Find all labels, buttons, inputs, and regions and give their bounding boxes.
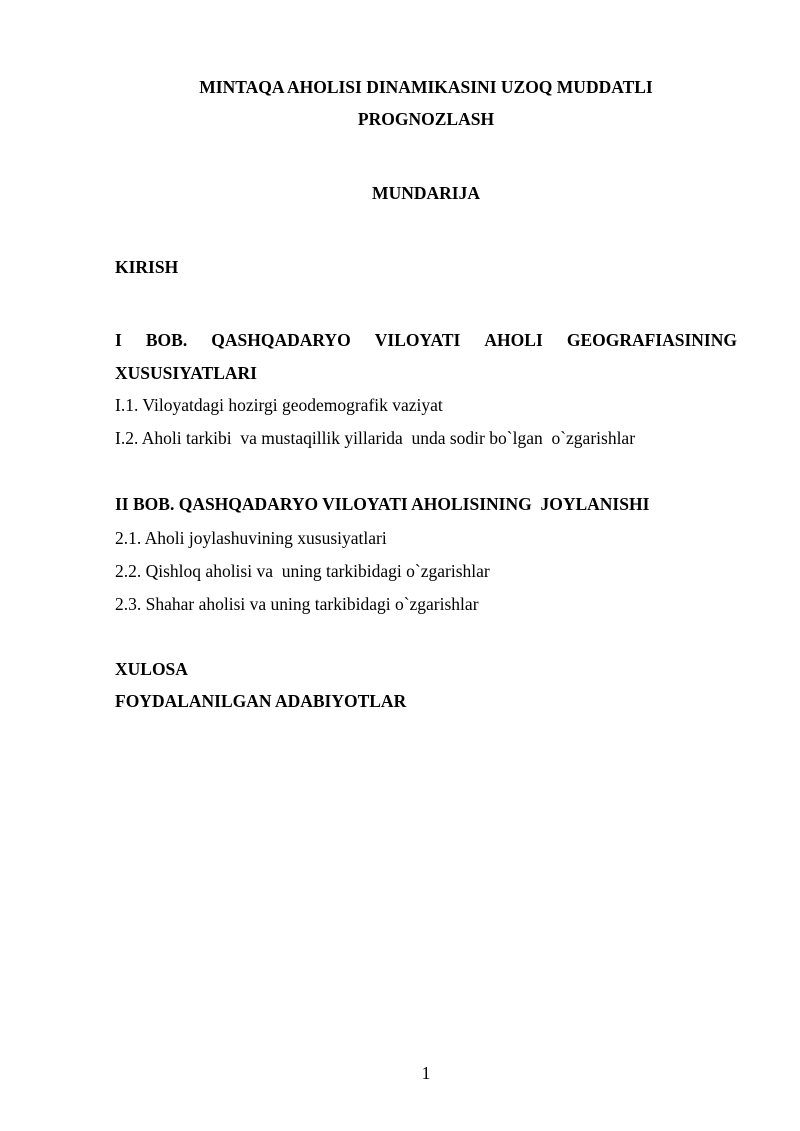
document-title-line-1: MINTAQA AHOLISI DINAMIKASINI UZOQ MUDDATLI — [199, 77, 653, 97]
toc-entry-conclusion: XULOSA — [115, 659, 188, 679]
toc-chapter-1-title-line-2: XUSUSIYATLARI — [115, 363, 257, 383]
toc-heading: MUNDARIJA — [372, 183, 480, 203]
toc-chapter-1-word: VILOYATI — [374, 330, 461, 350]
toc-entry-references: FOYDALANILGAN ADABIYOTLAR — [115, 691, 407, 711]
toc-chapter-2-item: 2.2. Qishloq aholisi va uning tarkibidagi o`zgarishlar — [115, 561, 490, 581]
toc-chapter-1-title-line-1 — [115, 329, 737, 351]
toc-chapter-1-word: QASHQADARYO — [211, 330, 351, 350]
toc-chapter-2-item: 2.1. Aholi joylashuvining xususiyatlari — [115, 528, 387, 548]
toc-entry-intro: KIRISH — [115, 257, 179, 277]
toc-chapter-2-item: 2.3. Shahar aholisi va uning tarkibidagi o`zgarishlar — [115, 594, 479, 614]
toc-chapter-2-title: II BOB. QASHQADARYO VILOYATI AHOLISINING JOYLANISHI — [115, 494, 650, 514]
document-title-line-2: PROGNOZLASH — [357, 109, 495, 129]
toc-chapter-1-word: GEOGRAFIASINING — [566, 330, 737, 350]
toc-chapter-1-word: AHOLI — [484, 330, 543, 350]
toc-chapter-1-item: I.2. Aholi tarkibi va mustaqillik yillarida unda sodir bo`lgan o`zgarishlar — [115, 428, 636, 448]
toc-chapter-1-item: I.1. Viloyatdagi hozirgi geodemografik vaziyat — [115, 395, 443, 415]
page-number: 1 — [421, 1063, 431, 1083]
toc-chapter-1-word: BOB. — [145, 330, 188, 350]
toc-chapter-1-word: I — [115, 330, 122, 350]
